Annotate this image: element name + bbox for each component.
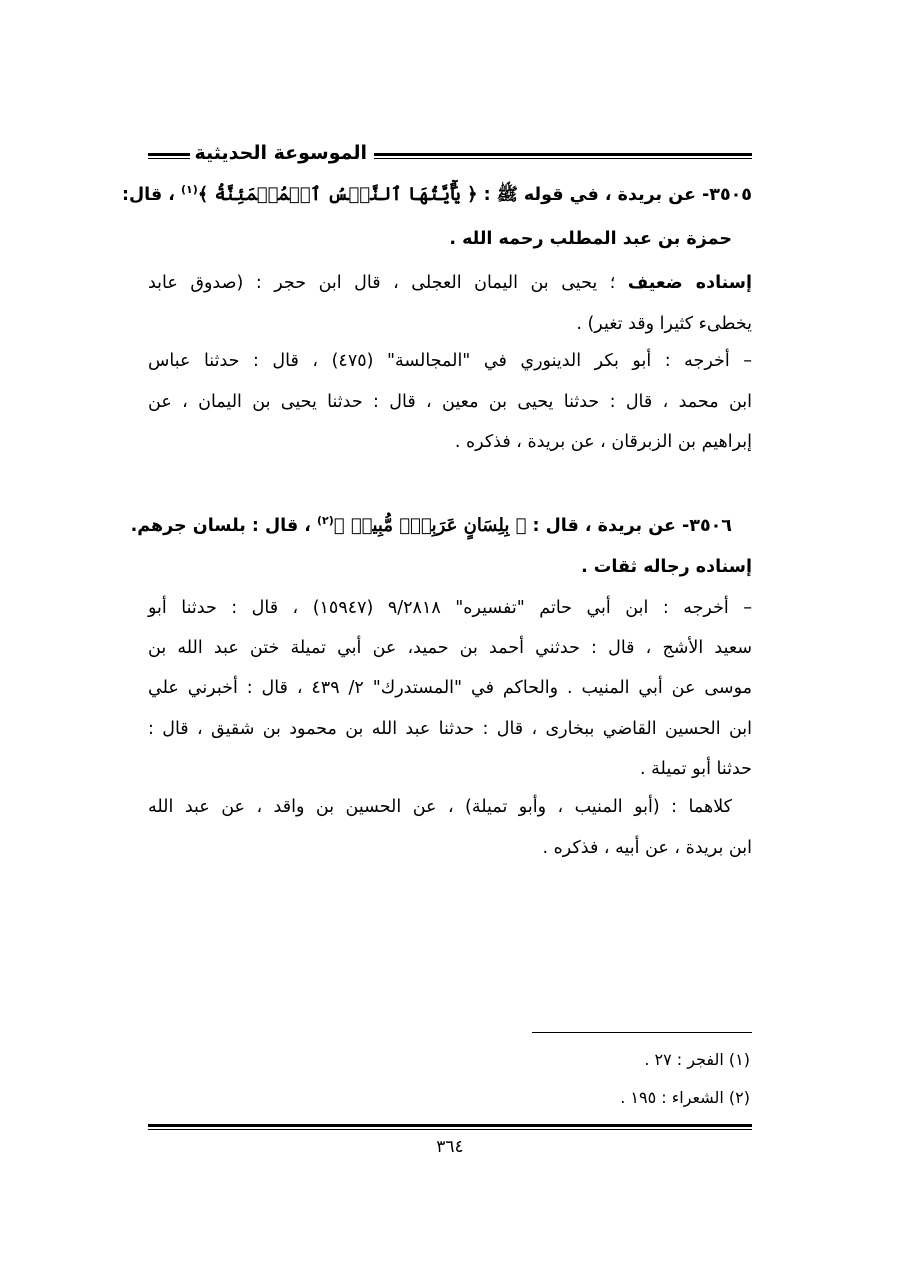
hadith-3506-heading: ٣٥٠٦- عن بريدة ، قال : ﴿ بِلِسَانٍ عَرَبِيّٖ مُّبِينٖ ﴾$^{(٢)}$ ، قال : بلسان جرهم. — [130, 514, 732, 536]
quran-verse-3505: ﴿ يَٰٓأَيَّتُهَا ٱلنَّفۡسُ ٱلۡمُطۡمَئِنَّةُ ﴾ — [197, 184, 478, 205]
isnad-grade: إسناده ضعيف — [627, 273, 752, 293]
footnote-ref-1: (١) — [181, 183, 198, 197]
takhrij-3505-line1: – أخرجه : أبو بكر الدينوري في "المجالسة" (٤٧٥) ، قال : حدثنا عباس — [148, 351, 752, 371]
footnote-2: (٢) الشعراء : ١٩٥ . — [620, 1088, 750, 1107]
takhrij-3506-line4: ابن الحسين القاضي ببخارى ، قال : حدثنا عبد الله بن محمود بن شقيق ، قال : — [148, 719, 752, 739]
takhrij-3506-line7: ابن بريدة ، عن أبيه ، فذكره . — [542, 838, 752, 858]
isnad-3505-cont: يخطىء كثيرا وقد تغير) . — [576, 314, 752, 334]
takhrij-3506-line5: حدثنا أبو تميلة . — [640, 759, 752, 779]
page-number: ٣٦٤ — [436, 1137, 464, 1157]
takhrij-3505-line2: ابن محمد ، قال : حدثنا يحيى بن معين ، قال : حدثنا يحيى بن اليمان ، عن — [148, 392, 752, 412]
takhrij-3506-line6: كلاهما : (أبو المنيب ، وأبو تميلة) ، عن الحسين بن واقد ، عن عبد الله — [148, 797, 732, 817]
footnote-1: (١) الفجر : ٢٧ . — [644, 1050, 750, 1069]
header-title: الموسوعة الحديثية — [194, 142, 367, 164]
takhrij-3506-line3: موسى عن أبي المنيب . والحاكم في "المستدرك" ٢/ ٤٣٩ ، قال : أخبرني علي — [148, 678, 752, 698]
footer-rule — [148, 1124, 752, 1130]
isnad-3506: إسناده رجاله ثقات . — [581, 557, 752, 577]
isnad-3505: إسناده ضعيف ؛ يحيى بن اليمان العجلى ، قال ابن حجر : (صدوق عابد — [148, 273, 752, 293]
header-rule-right — [374, 153, 752, 159]
takhrij-3506-line2: سعيد الأشج ، قال : حدثني أحمد بن حميد، عن أبي تميلة ختن عبد الله بن — [148, 638, 752, 658]
quran-verse-3506: ﴿ بِلِسَانٍ عَرَبِيّٖ مُّبِينٖ ﴾ — [333, 515, 527, 536]
hadith-3505-heading-cont: حمزة بن عبد المطلب رحمه الله . — [449, 229, 732, 249]
running-header — [148, 142, 752, 170]
takhrij-3505-line3: إبراهيم بن الزبرقان ، عن بريدة ، فذكره . — [454, 432, 752, 452]
hadith-3505-heading: ٣٥٠٥- عن بريدة ، في قوله ﷺ : ﴿ يَٰٓأَيَّتُهَا ٱلنَّفۡسُ ٱلۡمُطۡمَئِنَّةُ ﴾$^{(١)}$ ، قال: — [121, 183, 752, 205]
header-rule-left — [148, 153, 190, 159]
footnote-ref-2: (٢) — [317, 514, 334, 528]
footnote-separator — [532, 1032, 752, 1033]
takhrij-3506-line1: – أخرجه : ابن أبي حاتم "تفسيره" ٩/٢٨١٨ (١٥٩٤٧) ، قال : حدثنا أبو — [148, 598, 753, 618]
